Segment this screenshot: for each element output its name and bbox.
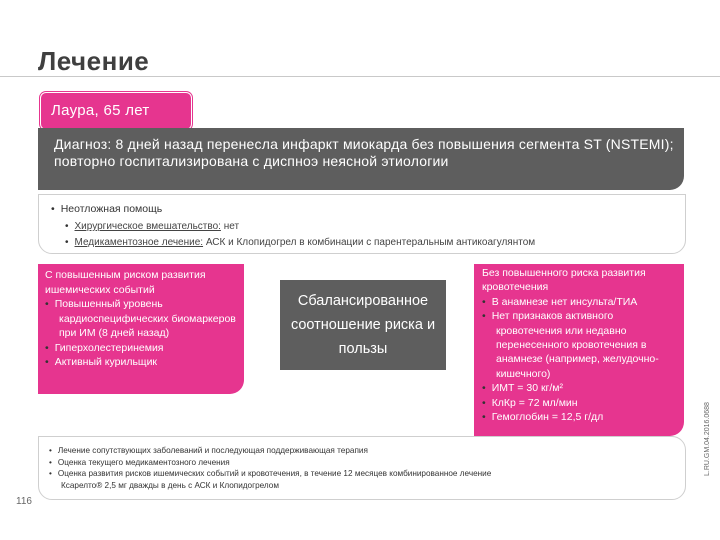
bleeding-risk-heading: Без повышенного риска развития кровотечения — [482, 267, 646, 294]
list-item: • Нет признаков активного кровотечения или недавно перенесенного кровотечения в анамнезе (например, желудочно-кишечного) — [482, 309, 682, 381]
medication-label: Медикаментозное лечение: — [74, 237, 204, 248]
diagnosis-box — [38, 128, 684, 190]
balance-box — [280, 280, 446, 370]
emergency-care-box — [38, 194, 686, 254]
title-divider — [0, 76, 720, 77]
bleeding-risk-panel — [474, 264, 684, 436]
medication-value: АСК и Клопидогрел в комбинации с парентеральным антикоагулянтом — [203, 237, 536, 248]
follow-up-box — [38, 436, 686, 500]
list-item: • Оценка текущего медикаментозного лечения — [49, 457, 509, 469]
balance-text: Сбалансированное соотношение риска и пользы — [290, 293, 436, 357]
emergency-surgery-item — [65, 221, 239, 232]
list-item: • Гемоглобин = 12,5 г/дл — [482, 410, 682, 424]
list-item: • ИМТ = 30 кг/м² — [482, 381, 682, 395]
list-item: • КлКр = 72 мл/мин — [482, 396, 682, 410]
page-title: Лечение — [38, 46, 150, 76]
surgery-value: нет — [220, 221, 240, 232]
list-item: • Оценка развития рисков ишемических событий и кровотечения, в течение 12 месяцев комбинированное лечение Ксарелто® 2,5 мг дважды в день с АСК и Клопидогрелом — [49, 468, 509, 491]
patient-badge — [40, 92, 192, 130]
page-number: 116 — [16, 496, 32, 507]
list-item: • В анамнезе нет инсульта/ТИА — [482, 295, 682, 309]
patient-label: Лаура, 65 лет — [51, 102, 150, 119]
emergency-medication-item — [65, 237, 535, 248]
ischemic-risk-heading: С повышенным риском развития ишемических событий — [45, 269, 206, 296]
list-item: • Активный курильщик — [45, 355, 245, 370]
surgery-label: Хирургическое вмешательство: — [74, 221, 221, 232]
list-item: • Лечение сопутствующих заболеваний и последующая поддерживающая терапия — [49, 445, 509, 457]
document-code: L.RU.GM.04.2016.0688 — [704, 402, 711, 476]
emergency-heading: • Неотложная помощь — [51, 203, 162, 215]
list-item: • Гиперхолестеринемия — [45, 341, 245, 356]
list-item: • Повышенный уровень кардиоспецифических биомаркеров при ИМ (8 дней назад) — [45, 297, 245, 341]
diagnosis-text: Диагноз: 8 дней назад перенесла инфаркт миокарда без повышения сегмента ST (NSTEMI); повторно госпитализирована с диспноэ неясной этиологии — [54, 136, 674, 169]
ischemic-risk-panel — [38, 264, 244, 394]
